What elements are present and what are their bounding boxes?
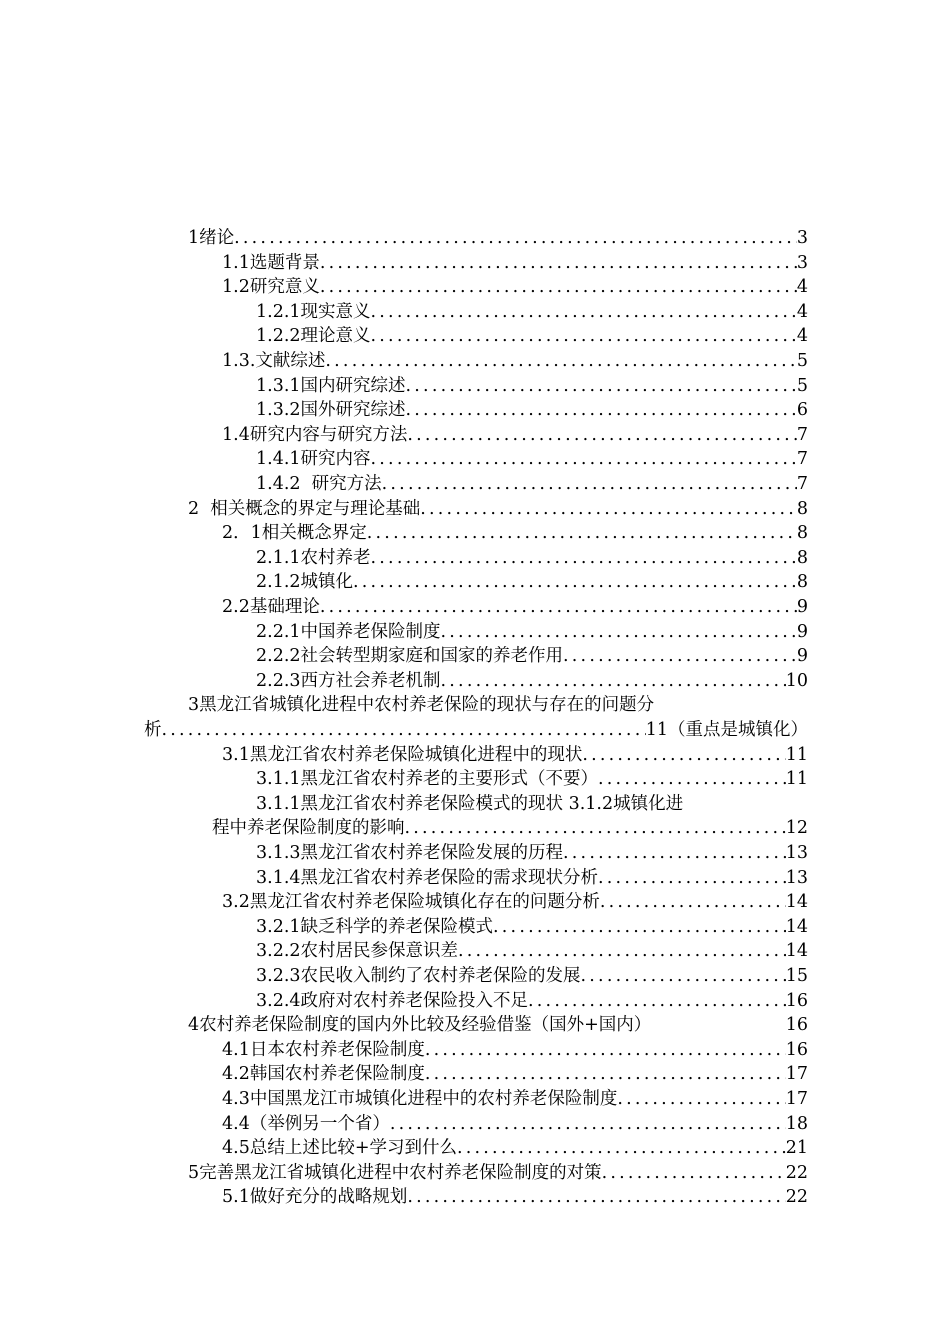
- toc-entry-4[interactable]: [188, 1013, 808, 1037]
- toc-entry-page: 6: [796, 400, 808, 421]
- toc-entry-title-continued: 析: [144, 720, 162, 740]
- toc-entry-title: 2 相关概念的界定与理论基础: [188, 498, 421, 519]
- toc-entry-3-2-4[interactable]: [256, 989, 808, 1013]
- toc-entry-title: 2．1相关概念界定: [222, 523, 367, 544]
- toc-entry-title: 2.2.1中国养老保险制度: [256, 621, 441, 642]
- toc-leader-dots: [320, 251, 797, 275]
- toc-leader-dots: [425, 1038, 786, 1062]
- toc-leader-dots: [234, 226, 797, 250]
- toc-leader-dots: [598, 866, 786, 890]
- toc-leader-dots: [371, 546, 797, 570]
- toc-leader-dots: [320, 595, 797, 619]
- toc-entry-title: 1.2.1现实意义: [256, 301, 371, 322]
- toc-leader-dots: [162, 718, 646, 742]
- toc-entry-title: 2.2.2社会转型期家庭和国家的养老作用: [256, 646, 564, 667]
- toc-entry-page: 5: [796, 351, 808, 371]
- toc-entry-title: 3.2.4政府对农村养老保险投入不足: [256, 990, 529, 1011]
- toc-leader-dots: [371, 300, 797, 324]
- toc-leader-dots: [598, 767, 786, 791]
- toc-entry-page: 7: [796, 449, 808, 470]
- toc-entry-title: 1.2研究意义: [222, 277, 320, 298]
- toc-leader-dots: [420, 497, 797, 521]
- toc-entry-4-2[interactable]: [222, 1062, 808, 1086]
- toc-entry-5-1[interactable]: [222, 1185, 808, 1209]
- toc-entry-1-4-2[interactable]: [256, 472, 808, 496]
- toc-entry-page: 9: [796, 646, 808, 667]
- toc-entry-title: 2.2.3西方社会养老机制: [256, 670, 441, 691]
- toc-entry-title: 1绪论: [188, 228, 235, 248]
- toc-entry-title: 3.2.3农民收入制约了农村养老保险的发展: [256, 966, 581, 986]
- toc-entry-3-1-1a[interactable]: [256, 767, 808, 791]
- toc-leader-dots: [406, 398, 797, 422]
- toc-entry-title: 3.2.2农村居民参保意识差: [256, 941, 459, 962]
- toc-leader-dots: [457, 1136, 786, 1160]
- toc-leader-dots: [406, 374, 797, 398]
- toc-entry-5[interactable]: [188, 1161, 808, 1185]
- toc-entry-title: 3.1黑龙江省农村养老保险城镇化进程中的现状: [222, 744, 583, 765]
- toc-leader-dots: [602, 1161, 786, 1185]
- toc-entry-title: 1.3.文献综述: [222, 351, 326, 371]
- toc-entry-1-2-2[interactable]: [256, 324, 808, 348]
- toc-entry-page: 9: [796, 621, 808, 642]
- toc-entry-4-3[interactable]: [222, 1087, 808, 1111]
- toc-entry-page: 8: [796, 547, 808, 568]
- toc-entry-3-1-1b[interactable]: [256, 792, 683, 816]
- toc-entry-3-continued[interactable]: [144, 718, 808, 742]
- toc-entry-title: 2.1.1农村养老: [256, 547, 371, 568]
- toc-entry-page: 9: [796, 597, 808, 617]
- toc-leader-dots: [581, 964, 786, 988]
- toc-entry-page: 4: [796, 301, 808, 322]
- toc-entry-3-1[interactable]: [222, 743, 808, 767]
- toc-entry-title: 3.1.4黑龙江省农村养老保险的需求现状分析: [256, 867, 599, 888]
- toc-entry-2-2-1[interactable]: [256, 620, 808, 644]
- toc-leader-dots: [353, 570, 797, 594]
- toc-entry-page: 4: [796, 326, 808, 347]
- toc-entry-page: 7: [796, 424, 808, 445]
- toc-entry-3-1-1b-continued[interactable]: [212, 816, 808, 840]
- toc-entry-title: 5.1做好充分的战略规划: [222, 1187, 408, 1208]
- toc-entry-title: 2.1.2城镇化: [256, 572, 354, 593]
- toc-leader-dots: [563, 644, 797, 668]
- toc-entry-page: 5: [796, 375, 808, 396]
- toc-leader-dots: [582, 743, 785, 767]
- toc-entry-1-2-1[interactable]: [256, 300, 808, 324]
- toc-entry-3[interactable]: [188, 693, 654, 717]
- toc-entry-page: 18: [785, 1113, 808, 1134]
- toc-entry-2-2[interactable]: [222, 595, 808, 619]
- toc-leader-dots: [528, 989, 786, 1013]
- toc-leader-dots: [441, 669, 786, 693]
- toc-entry-page: 8: [796, 572, 808, 593]
- toc-leader-dots: [425, 1062, 786, 1086]
- toc-entry-3-2-2[interactable]: [256, 939, 808, 963]
- toc-entry-3-2[interactable]: [222, 890, 808, 914]
- toc-entry-2-1-2[interactable]: [256, 570, 808, 594]
- toc-entry-title: 1.1选题背景: [222, 252, 320, 273]
- toc-leader-dots: [617, 1087, 785, 1111]
- toc-entry-page: 22: [785, 1187, 808, 1208]
- toc-entry-1-2[interactable]: [222, 275, 808, 299]
- toc-leader-dots: [407, 1185, 785, 1209]
- toc-entry-4-4[interactable]: [222, 1112, 808, 1136]
- toc-leader-dots: [493, 915, 786, 939]
- toc-entry-title: 4农村养老保险制度的国内外比较及经验借鉴（国外+国内）: [188, 1015, 652, 1036]
- toc-leader-dots: [600, 890, 786, 914]
- toc-entry-title: 3.2.1缺乏科学的养老保险模式: [256, 916, 494, 937]
- toc-entry-3-1-4[interactable]: [256, 866, 808, 890]
- toc-entry-2-1[interactable]: [222, 521, 808, 545]
- toc-entry-title: 3.2黑龙江省农村养老保险城镇化存在的问题分析: [222, 892, 600, 913]
- toc-entry-page: 8: [796, 498, 808, 519]
- toc-entry-title: 2.2基础理论: [222, 597, 320, 617]
- toc-entry-2[interactable]: [188, 497, 808, 521]
- toc-leader-dots: [563, 841, 786, 865]
- toc-entry-page: 17: [785, 1089, 808, 1109]
- toc-entry-2-1-1[interactable]: [256, 546, 808, 570]
- toc-entry-page: 21: [785, 1138, 808, 1159]
- toc-entry-title: 4.2韩国农村养老保险制度: [222, 1064, 425, 1085]
- toc-entry-page: 15: [785, 966, 808, 986]
- toc-entry-title: 1.3.2国外研究综述: [256, 400, 406, 421]
- toc-entry-title: 3.1.1黑龙江省农村养老的主要形式（不要）: [256, 769, 599, 790]
- toc-entry-page: 16: [785, 1015, 808, 1036]
- toc-entry-4-1[interactable]: [222, 1038, 808, 1062]
- toc-leader-dots: [367, 521, 797, 545]
- toc-leader-dots: [390, 1112, 786, 1136]
- toc-entry-page: 14: [785, 916, 808, 937]
- toc-entry-page: 7: [796, 474, 808, 494]
- toc-leader-dots: [407, 423, 797, 447]
- toc-entry-3-2-3[interactable]: [256, 964, 808, 988]
- toc-entry-title: 3.1.1黑龙江省农村养老保险模式的现状 3.1.2城镇化进: [256, 793, 684, 814]
- toc-leader-dots: [371, 324, 797, 348]
- toc-leader-dots: [405, 816, 786, 840]
- toc-entry-title: 3.1.3黑龙江省农村养老保险发展的历程: [256, 843, 564, 863]
- toc-entry-title: 4.1日本农村养老保险制度: [222, 1039, 425, 1060]
- toc-entry-3-1-3[interactable]: [256, 841, 808, 865]
- toc-entry-page: 22: [785, 1162, 808, 1183]
- toc-entry-page: 13: [785, 867, 808, 888]
- toc-entry-2-2-2[interactable]: [256, 644, 808, 668]
- toc-entry-title: 5完善黑龙江省城镇化进程中农村养老保险制度的对策: [188, 1162, 602, 1183]
- toc-entry-page: 3: [796, 228, 808, 248]
- toc-entry-page: 12: [785, 818, 808, 839]
- toc-entry-page: 16: [785, 990, 808, 1011]
- toc-entry-3-2-1[interactable]: [256, 915, 808, 939]
- toc-entry-page: 13: [785, 843, 808, 863]
- toc-entry-page: 11（重点是城镇化）: [645, 720, 808, 740]
- toc-entry-1-4-1[interactable]: [256, 447, 808, 471]
- toc-entry-1-1[interactable]: [222, 251, 808, 275]
- toc-entry-title: 1.4.1研究内容: [256, 449, 371, 470]
- toc-entry-page: 3: [796, 252, 808, 273]
- toc-entry-title: 4.5总结上述比较+学习到什么: [222, 1138, 457, 1159]
- toc-entry-title: 4.4（举例另一个省）: [222, 1113, 390, 1134]
- toc-entry-page: 11: [785, 769, 808, 790]
- toc-leader-dots: [382, 472, 797, 496]
- toc-entry-page: 10: [785, 670, 808, 691]
- toc-entry-title-continued: 程中养老保险制度的影响: [212, 818, 405, 839]
- toc-entry-title: 1.4研究内容与研究方法: [222, 424, 408, 445]
- toc-entry-title: 1.2.2理论意义: [256, 326, 371, 347]
- toc-leader-dots: [458, 939, 786, 963]
- toc-entry-title: 1.3.1国内研究综述: [256, 375, 406, 396]
- toc-entry-page: 17: [785, 1064, 808, 1085]
- toc-entry-1-4[interactable]: [222, 423, 808, 447]
- toc-entry-1[interactable]: [188, 226, 808, 250]
- toc-entry-page: 16: [785, 1039, 808, 1060]
- toc-entry-2-2-3[interactable]: [256, 669, 808, 693]
- toc-leader-dots: [320, 275, 797, 299]
- toc-entry-page: 8: [796, 523, 808, 544]
- toc-entry-page: 11: [785, 744, 808, 765]
- toc-leader-dots: [325, 349, 796, 373]
- toc-entry-1-3-2[interactable]: [256, 398, 808, 422]
- toc-entry-1-3-1[interactable]: [256, 374, 808, 398]
- toc-leader-dots: [441, 620, 797, 644]
- toc-entry-page: 14: [785, 892, 808, 913]
- toc-leader-dots: [371, 447, 797, 471]
- toc-entry-title: 4.3中国黑龙江市城镇化进程中的农村养老保险制度: [222, 1089, 618, 1109]
- toc-entry-1-3[interactable]: [222, 349, 808, 373]
- toc-entry-page: 14: [785, 941, 808, 962]
- toc-entry-title: 1.4.2 研究方法: [256, 474, 382, 494]
- toc-entry-4-5[interactable]: [222, 1136, 808, 1160]
- toc-entry-page: 4: [796, 277, 808, 298]
- toc-entry-title: 3黑龙江省城镇化进程中农村养老保险的现状与存在的问题分: [188, 695, 655, 716]
